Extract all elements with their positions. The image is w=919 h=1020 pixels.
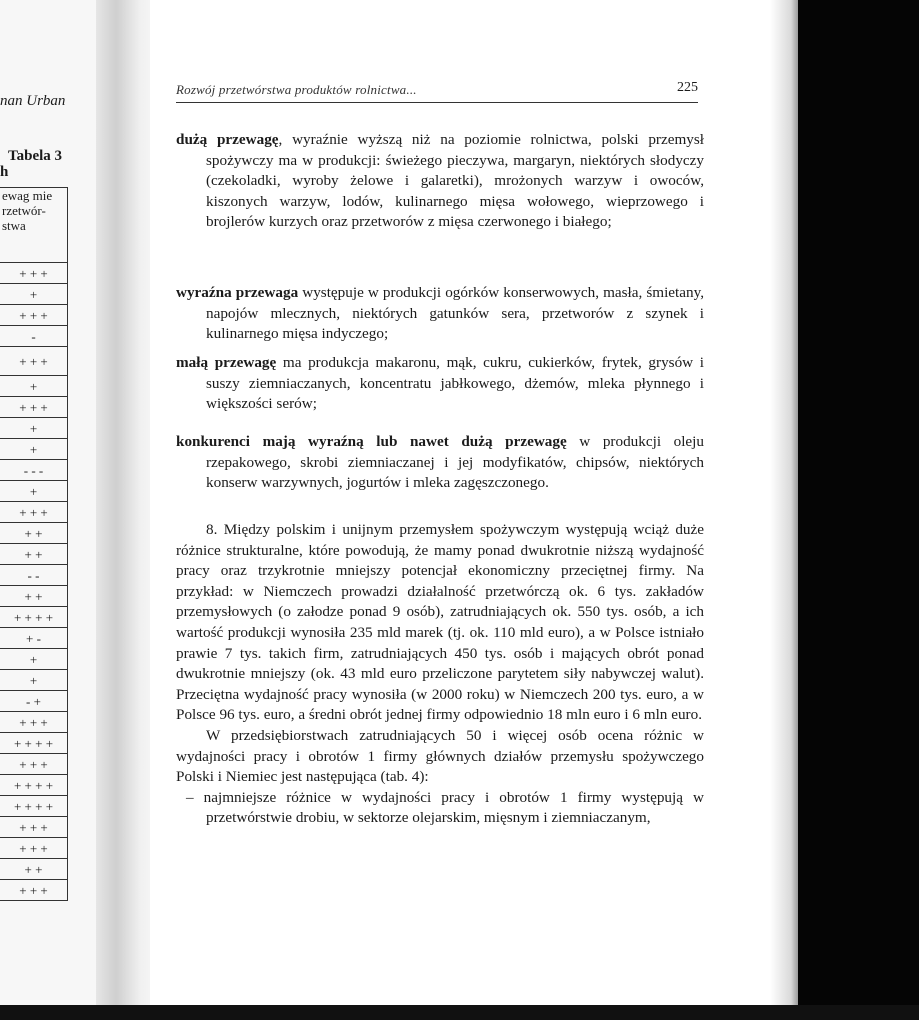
- left-table-cell: + + +: [0, 397, 68, 418]
- list-item-bold: wyraźna przewaga: [176, 284, 299, 301]
- left-table-cell: - - -: [0, 460, 68, 481]
- left-table-cell: +: [0, 670, 68, 691]
- running-title: Rozwój przetwórstwa produktów rolnictwa...: [176, 82, 417, 97]
- list-item: [176, 432, 704, 494]
- left-table-cell: +: [0, 418, 68, 439]
- list-block: [176, 432, 704, 494]
- left-table-cell: +: [0, 481, 68, 502]
- left-table-cell: + + +: [0, 712, 68, 733]
- left-table-cell: +: [0, 649, 68, 670]
- left-table-cell: + + +: [0, 817, 68, 838]
- list-item: [176, 130, 704, 233]
- left-table-cell: + + + +: [0, 733, 68, 754]
- left-table-cell: - -: [0, 565, 68, 586]
- left-table-cell: + + + +: [0, 607, 68, 628]
- left-table: [0, 187, 68, 901]
- page-number: 225: [677, 80, 698, 95]
- bottom-edge: [0, 1005, 919, 1020]
- page-edge-shadow: [770, 0, 800, 1020]
- list-item-text: ma produkcja makaronu, mąk, cukru, cukierków, frytek, grysów i suszy ziemniaczanych, koncentratu jabłkowego, dżemów, mleka płynnego i większości serów;: [206, 354, 704, 413]
- list-item-text: w produkcji oleju rzepakowego, skrobi ziemniaczanej i jej modyfikatów, chipsów, niektórych konserw warzywnych, jogurtów i mleka zagęszczonego.: [206, 433, 704, 492]
- left-table-cell: + + +: [0, 502, 68, 523]
- left-table-title: Tabela 3: [8, 148, 63, 164]
- list-item: [176, 283, 704, 345]
- left-table-cell: + + +: [0, 754, 68, 775]
- list-item-text: występuje w produkcji ogórków konserwowych, masła, śmietany, napojów mlecznych, niektórych gatunków sera, przetworów z szynek i kulinarnego mięsa indyczego;: [206, 284, 704, 343]
- left-table-cell: + + +: [0, 305, 68, 326]
- left-table-cell: + -: [0, 628, 68, 649]
- left-table-cell: +: [0, 439, 68, 460]
- paragraph-8: [176, 520, 704, 829]
- list-block: [176, 353, 704, 415]
- left-table-subtitle: h: [0, 164, 9, 180]
- left-table-cell: - +: [0, 691, 68, 712]
- list-item-bold: konkurenci mają wyraźną lub nawet dużą przewagę: [176, 433, 567, 450]
- left-table-cell: -: [0, 326, 68, 347]
- background-dark: [798, 0, 919, 1020]
- left-table-cell: + +: [0, 523, 68, 544]
- left-table-cell: + +: [0, 544, 68, 565]
- list-block: [176, 130, 704, 233]
- left-table-cell: + + + +: [0, 796, 68, 817]
- left-table-cell: +: [0, 284, 68, 305]
- list-block: [176, 283, 704, 345]
- left-table-header: ewag mie rzetwór- stwa: [0, 188, 68, 263]
- left-page-author: nan Urban: [0, 93, 66, 109]
- left-table-cell: + + +: [0, 880, 68, 901]
- dash-list-item: – najmniejsze różnice w wydajności pracy i obrotów 1 firmy występują w przetwórstwie drobiu, w sektorze olejarskim, mięsnym i ziemniaczanym,: [186, 788, 704, 827]
- left-table-cell: + +: [0, 859, 68, 880]
- paragraph: 8. Między polskim i unijnym przemysłem spożywczym występują wciąż duże różnice strukturalne, które powodują, że mamy ponad dwukrotnie niższą wydajność pracy oraz trzykrotnie mniejszy potencjał ekonomiczny przeciętnej firmy. Na przykład: w Niemczech prowadzi działalność przetwórczą ok. 6 tys. zakładów przemysłowych (o załodze ponad 9 osób), zatrudniających ok. 550 tys. osób, a ich wartość produkcji wynosiła 235 mld marek (tj. ok. 110 mld euro), a w Polsce istniało prawie 7 tys. takich firm, zatrudniających 450 tys. osób i mających obrót ponad dwukrotnie mniejszy (ok. 43 mld euro przeliczone parytetem siły nabywczej walut). Przeciętna wydajność pracy wynosiła (w 2000 roku) w Niemczech 200 tys. euro, a w Polsce 96 tys. euro, a średni obrót jednej firmy odpowiednio 18 mln euro i 6 mln euro.: [176, 521, 704, 724]
- list-item-bold: małą przewagę: [176, 354, 277, 371]
- left-table-cell: + + +: [0, 838, 68, 859]
- list-item-bold: dużą przewagę: [176, 131, 279, 148]
- page-header: [176, 82, 698, 103]
- list-item-text: , wyraźnie wyższą niż na poziomie rolnictwa, polski przemysł spożywczy ma w produkcji: świeżego pieczywa, margaryn, niektórych słodyczy (czekoladki, wyroby żelowe i galaretki), mrożonych warzyw i owoców, kiszonych warzyw, lodów, kulinarnego mięsa wołowego, wieprzowego i brojlerów kurzych oraz przetworów z mięsa czerwonego i białego;: [206, 131, 704, 231]
- left-table-cell: +: [0, 376, 68, 397]
- left-table-cell: + + +: [0, 263, 68, 284]
- left-table-cell: + +: [0, 586, 68, 607]
- paragraph: W przedsiębiorstwach zatrudniających 50 i więcej osób ocena różnic w wydajności pracy i obrotów 1 firmy głównych działów przemysłu spożywczego Polski i Niemiec jest następująca (tab. 4):: [176, 726, 704, 786]
- list-item: [176, 353, 704, 415]
- left-table-cell: + + + +: [0, 775, 68, 796]
- left-table-cell: + + +: [0, 347, 68, 376]
